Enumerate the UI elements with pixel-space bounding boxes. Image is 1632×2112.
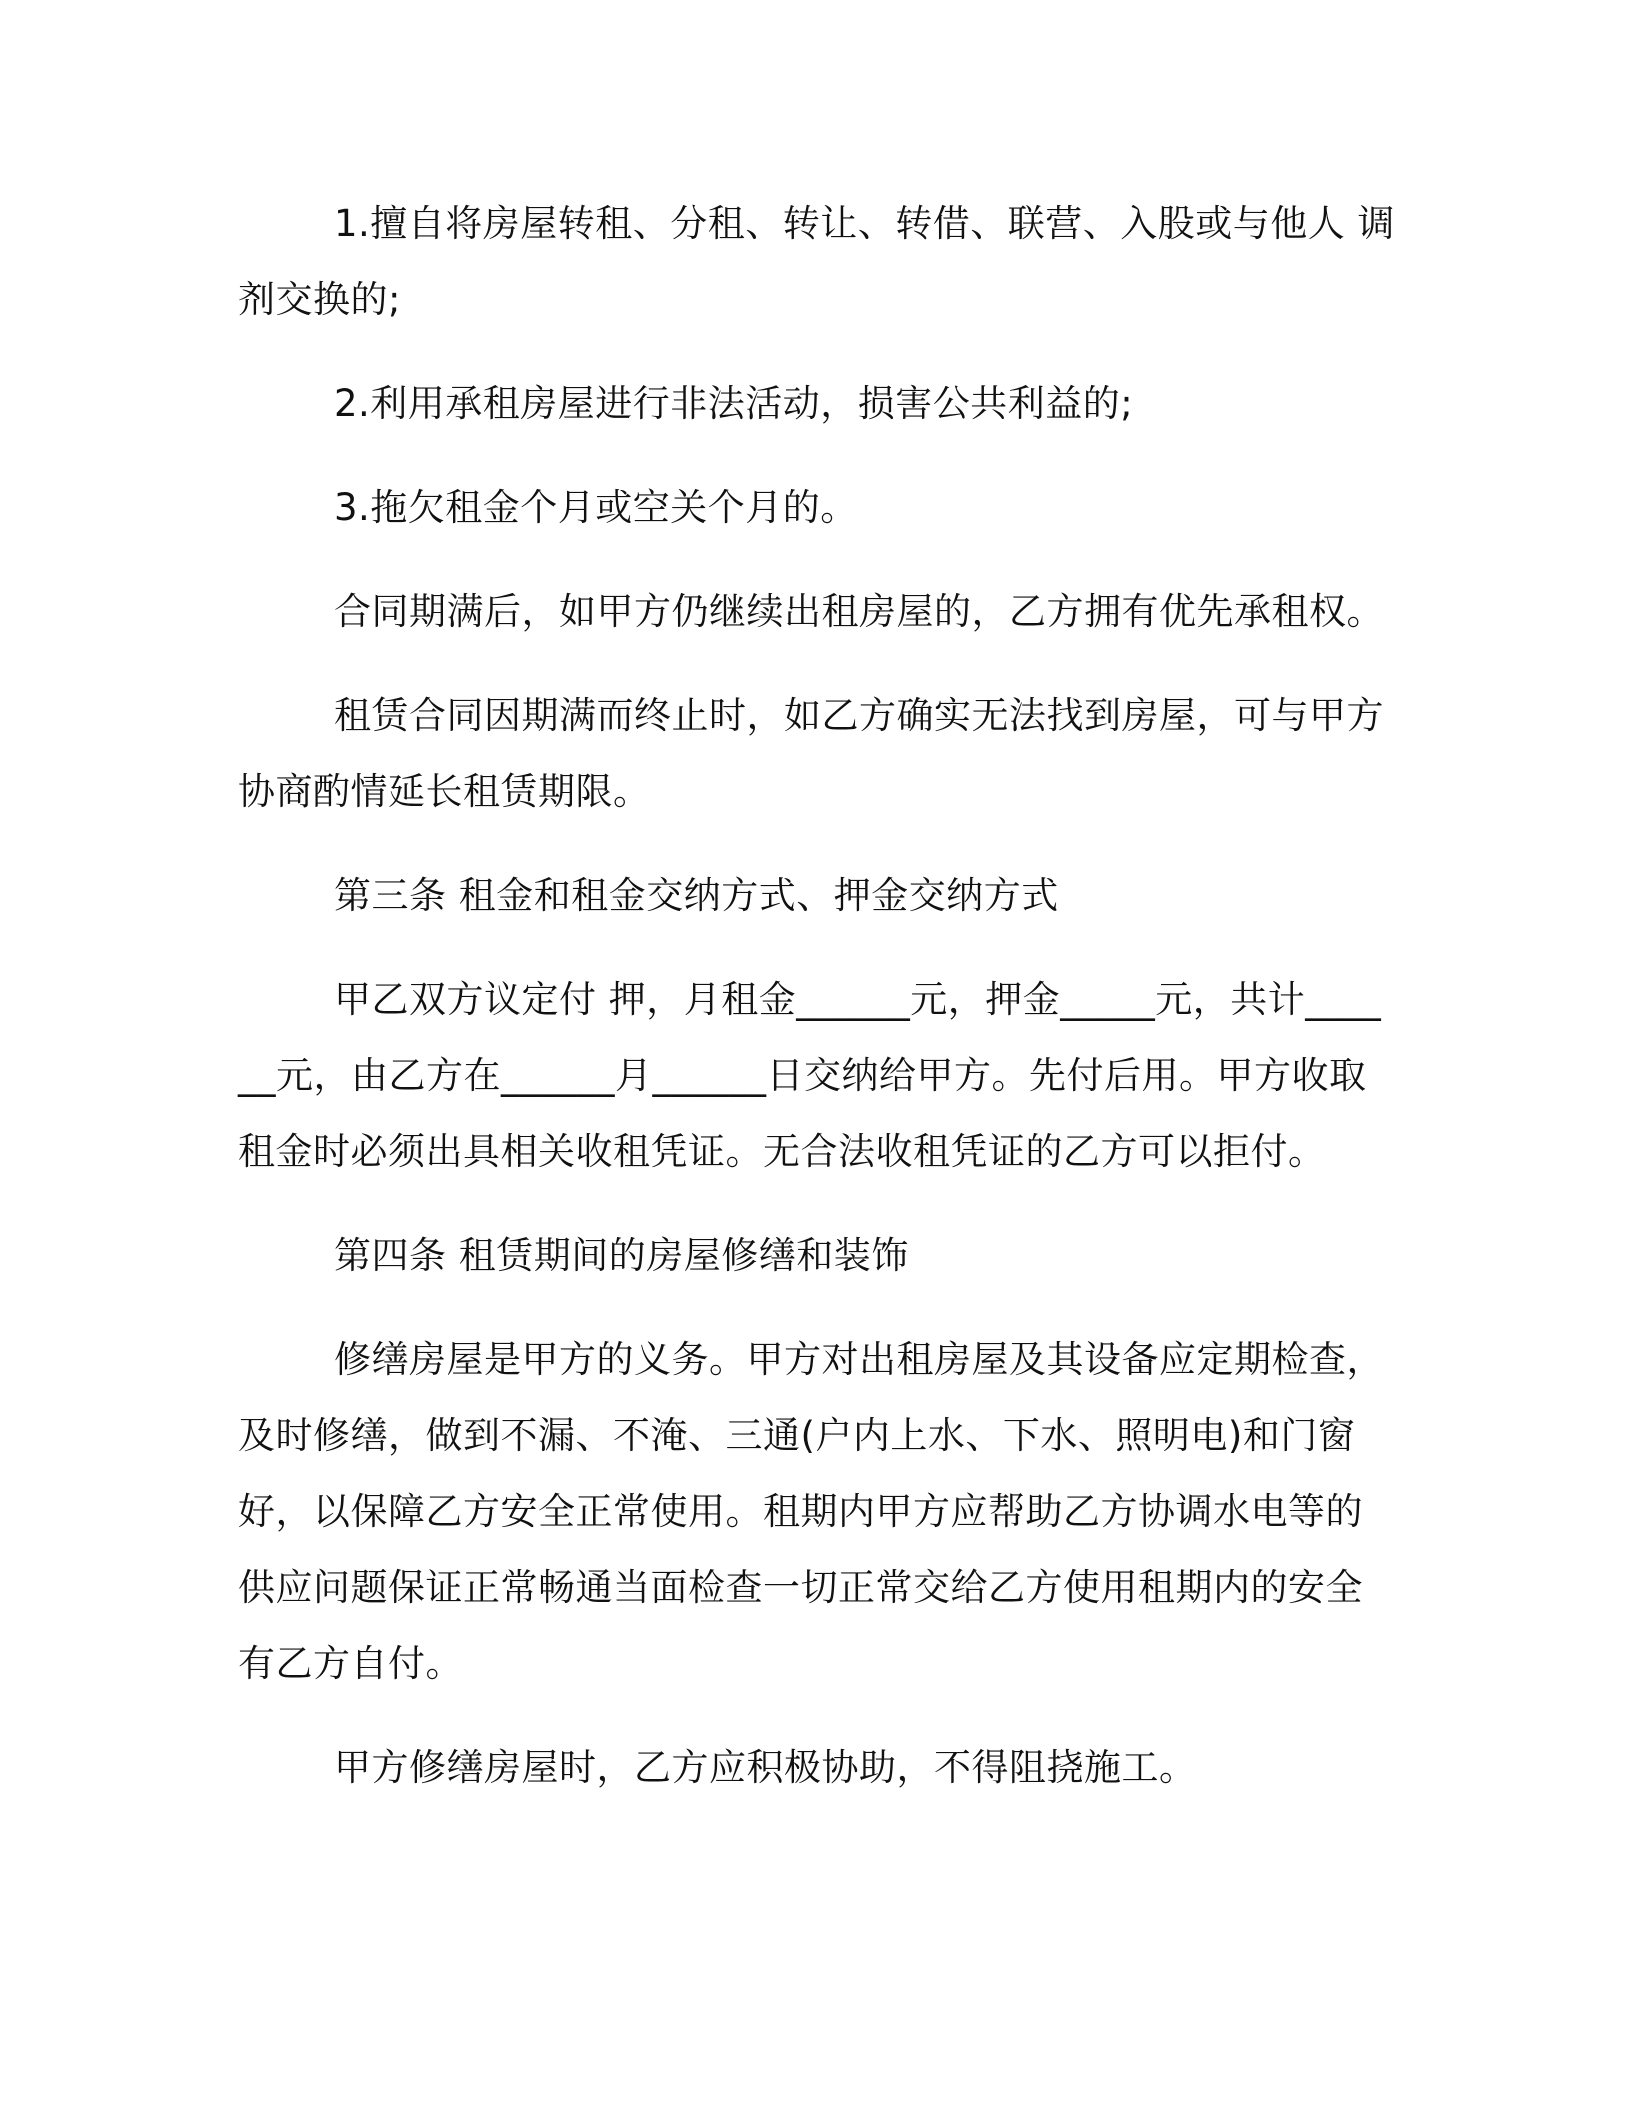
article-4-heading: 第四条 租赁期间的房屋修缮和装饰 [334, 1234, 909, 1277]
renewal-priority-paragraph: 合同期满后，如甲方仍继续出租房屋的，乙方拥有优先承租权。 [334, 590, 1384, 633]
document-body [238, 186, 1398, 1806]
clause-item-1: 1.擅自将房屋转租、分租、转让、转借、联营、入股或与他人 调剂交换的; [238, 202, 1396, 321]
repair-obligation-paragraph: 修缮房屋是甲方的义务。甲方对出租房屋及其设备应定期检查，及时修缮，做到不漏、不淹、三通(户内上水、下水、照明电)和门窗好，以保障乙方安全正常使用。租期内甲方应帮助乙方协调水电等的供应问题保证正常畅通当面检查一切正常交给乙方使用租期内的安全有乙方自付。 [238, 1338, 1384, 1685]
clause-item-2: 2.利用承租房屋进行非法活动，损害公共利益的; [334, 382, 1134, 425]
repair-cooperation-paragraph: 甲方修缮房屋时，乙方应积极协助，不得阻挠施工。 [334, 1746, 1197, 1789]
rent-payment-paragraph: 甲乙双方议定付 押，月租金______元，押金_____元，共计______元，由乙方在______月______日交纳给甲方。先付后用。甲方收取租金时必须出具相关收租凭证。无合法收租凭证的乙方可以拒付。 [238, 978, 1382, 1173]
clause-item-3: 3.拖欠租金个月或空关个月的。 [334, 486, 858, 529]
article-3-heading: 第三条 租金和租金交纳方式、押金交纳方式 [334, 874, 1059, 917]
term-extension-paragraph: 租赁合同因期满而终止时，如乙方确实无法找到房屋，可与甲方协商酌情延长租赁期限。 [238, 694, 1384, 813]
